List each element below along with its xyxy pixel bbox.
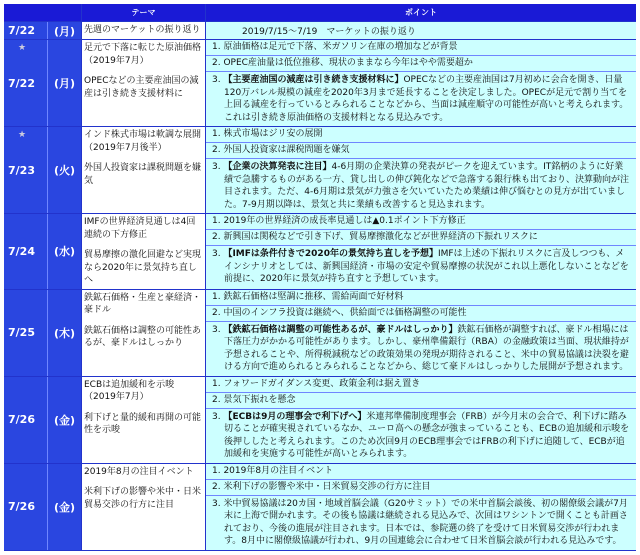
date-label: 7/26	[8, 500, 35, 513]
point-item-2: 2. 米利下げの影響や米中・日米貿易交渉の行方に注目	[206, 480, 636, 496]
point-item-1: 1. 原油価格は足元で下落、米ガソリン在庫の増加などが背景	[206, 40, 636, 56]
point-headline: 【IMFは条件付きで2020年の景気持ち直しを予想】	[223, 249, 438, 259]
point-headline: 【ECBは9月の理事会で利下げへ】	[223, 411, 367, 422]
theme-title: 足元で下落に転じた原油価格（2019年7月）	[84, 43, 202, 66]
table-row	[4, 127, 636, 214]
point-item-2: 2. 景気下振れを懸念	[206, 393, 636, 409]
day-cell	[48, 214, 82, 289]
date-cell	[4, 40, 48, 126]
theme-cell[interactable]	[82, 214, 206, 289]
theme-title: 鉄鉱石価格・生産と豪経済・豪ドル	[84, 292, 202, 315]
table-row	[4, 40, 636, 127]
point-item-1: 1. 鉄鉱石価格は堅調に推移、需給両面で好材料	[206, 290, 636, 306]
point-body: 鉄鉱石価格が調整すれば、豪ドル相場には下落圧力がかかる可能性があります。しかし、豪州準備銀行（RBA）の金融政策は当面、現状維持が予想されることや、所得税減税などの政策効果の発現が期待されること、米中の貿易協議は決裂を避ける方向で進められるとみられることなどから、総じて豪ドルはしっかりした展開が予想されます。	[224, 324, 629, 372]
point-item-3	[206, 72, 636, 126]
date-label: 7/25	[8, 326, 35, 339]
point-item-1: 1. 株式市場はジリ安の展開	[206, 127, 636, 143]
date-cell	[4, 22, 48, 39]
day-cell	[48, 290, 82, 376]
table-header	[4, 4, 636, 22]
point-body: IMFは上述の下振れリスクに言及しつつも、メインシナリオとしては、新興国経済・市場の安定や貿易摩擦の状況がこれ以上悪化しないことなどを前提に、2020年に景気が持ち直すと予想しています。	[224, 249, 629, 284]
day-label: (月)	[54, 77, 76, 90]
point-cell	[206, 40, 636, 126]
date-label: 7/23	[8, 163, 35, 177]
table-body	[4, 40, 636, 551]
theme-cell[interactable]	[82, 40, 206, 126]
day-label: (木)	[54, 326, 76, 340]
point-item-3	[206, 159, 636, 213]
theme-cell[interactable]	[82, 464, 206, 550]
point-item-2: 2. OPEC産油量は低位推移、現状のままなら今年はやや需要超か	[206, 56, 636, 72]
theme-title: 2019年8月の注目イベント	[84, 466, 194, 477]
market-schedule-table	[4, 4, 636, 551]
day-label: (金)	[54, 500, 76, 514]
theme-title: ECBは追加緩和を示唆（2019年7月）	[84, 379, 175, 402]
point-item-3	[206, 246, 636, 289]
theme-subtitle: 外国人投資家は課税問題を嫌気	[84, 163, 202, 186]
date-cell	[4, 290, 48, 376]
theme-subtitle: 利下げと量的緩和再開の可能性を示唆	[84, 412, 202, 435]
day-cell	[48, 22, 82, 39]
theme-cell[interactable]	[82, 127, 206, 213]
point-item-1: 1. 2019年の世界経済の成長率見通しは▲0.1ポイント下方修正	[206, 214, 636, 230]
day-label: (水)	[54, 245, 76, 259]
point-cell: 2019/7/15～7/19 マーケットの振り返り	[206, 22, 636, 39]
point-body: 米連邦準備制度理事会（FRB）が今月末の会合で、利下げに踏み切ることが確実視されているなか、ユーロ高への懸念が強まっていることも、ECBの追加緩和示唆を後押ししたと考えられます。このため次回9月のECB理事会ではFRBの利下げに追随して、ECBが追加緩和を実施する可能性が高いとみられます。	[224, 411, 630, 459]
point-cell	[206, 214, 636, 289]
point-item-3	[206, 409, 636, 463]
point-number: 3.	[212, 411, 224, 422]
day-label: (金)	[54, 413, 76, 427]
point-cell	[206, 127, 636, 213]
table-row	[4, 464, 636, 551]
day-label: (月)	[54, 24, 76, 38]
table-row-weekly	[4, 22, 636, 40]
point-headline: 【主要産油国の減産は引き続き支援材料に】	[223, 75, 404, 85]
day-cell	[48, 464, 82, 550]
day-cell	[48, 377, 82, 463]
theme-subtitle: OPECなどの主要産油国の減産は引き続き支援材料に	[84, 76, 199, 99]
point-cell	[206, 464, 636, 550]
point-item-2: 2. 中国のインフラ投資は継続へ、供給面では価格調整の可能性	[206, 306, 636, 322]
theme-title: IMFの世界経済見通しは4回連続の下方修正	[84, 217, 196, 240]
header-point: ポイント	[405, 8, 437, 17]
point-item-3	[206, 322, 636, 376]
date-label: 7/22	[8, 76, 35, 90]
point-number: 3.	[212, 162, 224, 172]
point-headline: 【企業の決算発表に注目】	[223, 162, 332, 172]
point-body: 4-6月期の企業決算の発表がピークを迎えています。IT銘柄のように好業績で急騰するものがある一方、貸し出しの伸び鈍化などで急落する銀行株も出ており、決算動向が注目されます。ただ、4-6月期は景気が力強さを欠いていたため業績は伸び悩むとの見方が出ていました。7-9月期以降は、景気と共に業績も改善すると見込まれます。	[224, 162, 630, 210]
point-item-1: 1. フォワードガイダンス変更、政策金利は据え置き	[206, 377, 636, 393]
point-cell	[206, 377, 636, 463]
day-cell	[48, 127, 82, 213]
theme-cell[interactable]	[82, 377, 206, 463]
table-row	[4, 214, 636, 290]
date-cell	[4, 464, 48, 550]
star-icon: ★	[18, 43, 27, 53]
theme-cell[interactable]: 先週のマーケットの振り返り	[82, 22, 206, 39]
table-row	[4, 290, 636, 377]
date-label: 7/24	[8, 244, 35, 258]
point-number: 3.	[212, 324, 224, 335]
theme-subtitle: 米利下げの影響や米中・日米貿易交渉の行方に注目	[84, 487, 202, 510]
date-cell	[4, 214, 48, 289]
point-item-2: 2. 外国人投資家は課税問題を嫌気	[206, 143, 636, 159]
point-number: 3.	[212, 498, 224, 509]
point-item-1: 1. 2019年8月の注目イベント	[206, 464, 636, 480]
day-label: (火)	[54, 164, 76, 177]
date-cell	[4, 377, 48, 463]
point-item-3	[206, 496, 636, 550]
table-row	[4, 377, 636, 464]
point-headline: 【鉄鉱石価格は調整の可能性あるが、豪ドルはしっかり】	[223, 324, 458, 335]
date-cell	[4, 127, 48, 213]
date-label: 7/26	[8, 413, 35, 426]
point-body: 米中貿易協議は20カ国・地域首脳会議（G20サミット）での米中首脳会談後、初の閣僚級会議が7月末に上海で開かれます。その後も協議は継続される見込みで、次回はワシントンで開くことも計画されており、今後の進展が注目されます。日本では、参院選の終了を受けて日米貿易交渉が行われます。8月中に閣僚級協議が行われ、9月の国連総会に合わせて日米首脳会談が行われる見込みです。	[223, 498, 628, 546]
star-icon: ★	[18, 130, 27, 140]
header-date	[4, 4, 82, 21]
point-number: 3.	[212, 75, 224, 85]
point-item-2: 2. 新興国は関税などで引き下げ、貿易摩擦激化などが世界経済の下振れリスクに	[206, 230, 636, 246]
theme-subtitle: 鉄鉱石価格は調整の可能性あるが、豪ドルはしっかり	[84, 325, 202, 348]
theme-subtitle: 貿易摩擦の激化回避など実現なら2020年に景気持ち直しへ	[84, 250, 202, 285]
header-theme: テーマ	[82, 4, 206, 21]
day-cell	[48, 40, 82, 126]
theme-title: インド株式市場は軟調な展開（2019年7月後半）	[84, 130, 202, 153]
date-label: 7/22	[8, 24, 35, 37]
point-cell	[206, 290, 636, 376]
point-body: OPECなどの主要産油国は7月初めに会合を開き、日量120万バレル規模の減産を2020年3月まで延長することを決定しました。OPECが足元で割り当てを上回る減産を行っているとみられることなどから、当面は減産順守の可能性が高いと考えられます。これは引き続き原油価格の支援材料となる見込みです。	[224, 75, 629, 123]
point-number: 3.	[212, 249, 224, 259]
theme-cell[interactable]	[82, 290, 206, 376]
